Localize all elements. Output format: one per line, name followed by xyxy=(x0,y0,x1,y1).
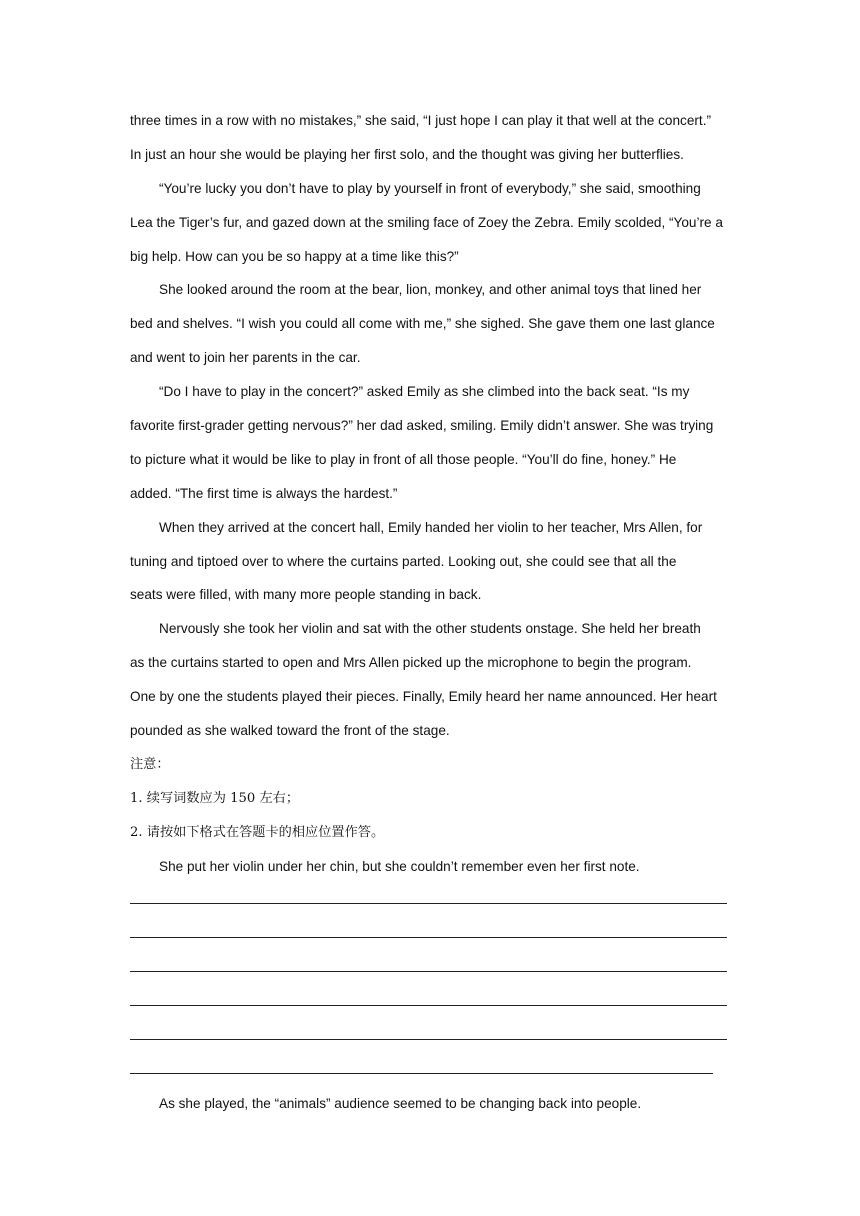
passage-line: “Do I have to play in the concert?” asked Emily as she climbed into the back seat. “Is my xyxy=(159,384,690,400)
passage-line: three times in a row with no mistakes,” she said, “I just hope I can play it that well at the concert.” xyxy=(130,113,712,128)
passage-line: added. “The first time is always the hardest.” xyxy=(130,485,398,501)
answer-line[interactable] xyxy=(130,951,730,985)
notes-item-format: 2. 请按如下格式在答题卡的相应位置作答。 xyxy=(130,824,385,840)
passage-line: She looked around the room at the bear, lion, monkey, and other animal toys that lined her xyxy=(159,282,702,298)
answer-rule xyxy=(130,937,727,938)
notes-item-word-count: 1. 续写词数应为 150 左右； xyxy=(130,790,300,806)
second-paragraph-prompt: As she played, the “animals” audience seemed to be changing back into people. xyxy=(159,1095,642,1111)
passage-line: pounded as she walked toward the front of the stage. xyxy=(130,723,450,739)
passage-line: and went to join her parents in the car. xyxy=(130,350,361,366)
answer-line[interactable] xyxy=(130,1019,730,1053)
passage-line: favorite first-grader getting nervous?” her dad asked, smiling. Emily didn’t answer. She was trying xyxy=(130,418,714,434)
passage-line: to picture what it would be like to play in front of all those people. “You’ll do fine, honey.” He xyxy=(130,451,677,467)
first-paragraph-prompt: She put her violin under her chin, but she couldn’t remember even her first note. xyxy=(159,858,640,874)
answer-rule xyxy=(130,1039,727,1040)
notes-heading: 注意： xyxy=(130,756,170,772)
passage-line: as the curtains started to open and Mrs Allen picked up the microphone to begin the program. xyxy=(130,655,692,671)
passage-line: In just an hour she would be playing her first solo, and the thought was giving her butterflies. xyxy=(130,146,684,162)
passage-line: When they arrived at the concert hall, Emily handed her violin to her teacher, Mrs Allen, for xyxy=(159,519,703,535)
answer-line[interactable] xyxy=(130,883,730,917)
passage-line: Nervously she took her violin and sat with the other students onstage. She held her breath xyxy=(159,621,701,637)
answer-line[interactable] xyxy=(130,917,730,951)
document-page xyxy=(130,104,730,1121)
passage-line: bed and shelves. “I wish you could all come with me,” she sighed. She gave them one last glance xyxy=(130,316,715,332)
answer-line[interactable] xyxy=(130,1053,730,1087)
answer-rule xyxy=(130,1073,713,1074)
passage-line: big help. How can you be so happy at a time like this?” xyxy=(130,248,459,264)
passage-line: One by one the students played their pieces. Finally, Emily heard her name announced. Her heart xyxy=(130,689,717,705)
passage-line: tuning and tiptoed over to where the curtains parted. Looking out, she could see that all the xyxy=(130,553,677,569)
answer-line[interactable] xyxy=(130,985,730,1019)
passage-line: “You’re lucky you don’t have to play by yourself in front of everybody,” she said, smoothing xyxy=(159,180,701,196)
passage-line: seats were filled, with many more people standing in back. xyxy=(130,587,482,603)
answer-rule xyxy=(130,903,727,904)
passage-line: Lea the Tiger’s fur, and gazed down at the smiling face of Zoey the Zebra. Emily scolded, “You’re a xyxy=(130,214,723,230)
answer-rule xyxy=(130,1005,727,1006)
answer-rule xyxy=(130,971,727,972)
